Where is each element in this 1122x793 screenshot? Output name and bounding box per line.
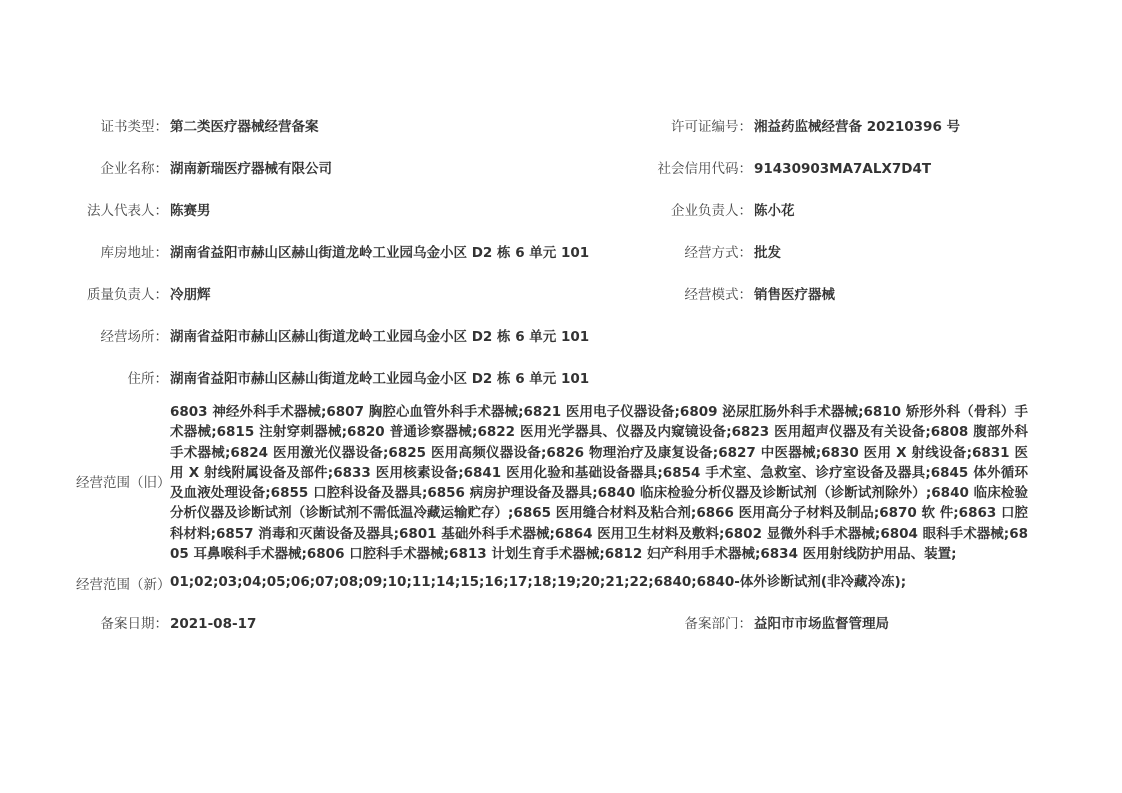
field-label: 许可证编号： [671,119,752,135]
field-value: 湘益药监械经营备 20210396 号 [754,119,961,135]
field-value: 陈小花 [754,203,795,219]
scope-new-label: 经营范围（新） [76,577,171,593]
field-label: 住所： [127,371,168,387]
scope-old-label: 经营范围（旧） [76,475,171,491]
field-value: 冷朋辉 [170,287,211,303]
field-label: 企业名称： [100,161,168,177]
field-value: 益阳市市场监督管理局 [754,616,889,632]
field-label: 经营方式： [684,245,752,261]
field-label: 企业负责人： [671,203,752,219]
field-value: 销售医疗器械 [754,287,835,303]
field-label: 质量负责人： [87,287,168,303]
field-label: 证书类型： [100,119,168,135]
field-label: 经营模式： [684,287,752,303]
field-label: 备案日期： [100,616,168,632]
field-label: 备案部门： [684,616,752,632]
field-label: 法人代表人： [87,203,168,219]
field-value: 91430903MA7ALX7D4T [754,161,932,177]
scope-old-value: 6803 神经外科手术器械;6807 胸腔心血管外科手术器械;6821 医用电子仪器设备;6809 泌尿肛肠外科手术器械;6810 矫形外科（骨科）手术器械;6815 注射穿刺器械;6820 普通诊察器械;6822 医用光学器具、仪器及内窥镜设备;6823 医用超声仪器及有关设备;6808 腹部外科手术器械;6824 医用激光仪器设备;6825 医用高频仪器设备;6826 物理治疗及康复设备;6827 中医器械;6830 医用 X 射线设备;6831 医用 X 射线附属设备及部件;6833 医用核素设备;6841 医用化验和基础设备器具;6854 手术室、急救室、诊疗室设备及器具;6845 体外循环及血液处理设备;6855 口腔科设备及器具;6856 病房护理设备及器具;6840 临床检验分析仪器及诊断试剂（诊断试剂除外）;6840 临床检验分析仪器及诊断试剂（诊断试剂不需低温冷藏运输贮存）;6865 医用缝合材料及粘合剂;6866 医用高分子材料及制品;6870 软 件;6863 口腔科材料;6857 消毒和灭菌设备及器具;6801 基础外科手术器械;6864 医用卫生材料及敷料;6802 显微外科手术器械;6804 眼科手术器械;6805 耳鼻喉科手术器械;6806 口腔科手术器械;6813 计划生育手术器械;6812 妇产科用手术器械;6834 医用射线防护用品、装置; [170,404,1028,563]
field-label: 社会信用代码： [657,161,752,177]
field-value: 2021-08-17 [170,616,257,632]
field-value: 陈赛男 [170,203,211,219]
scope-new-value: 01;02;03;04;05;06;07;08;09;10;11;14;15;16;17;18;19;20;21;22;6840;6840-体外诊断试剂(非冷藏冷冻); [170,574,907,590]
field-label: 经营场所： [100,329,168,345]
field-value: 第二类医疗器械经营备案 [170,119,319,135]
field-label: 库房地址： [100,245,168,261]
field-value: 批发 [754,245,781,261]
field-value: 湖南省益阳市赫山区赫山街道龙岭工业园乌金小区 D2 栋 6 单元 101 [170,329,590,345]
field-value: 湖南新瑞医疗器械有限公司 [170,161,332,177]
field-value: 湖南省益阳市赫山区赫山街道龙岭工业园乌金小区 D2 栋 6 单元 101 [170,371,590,387]
field-value: 湖南省益阳市赫山区赫山街道龙岭工业园乌金小区 D2 栋 6 单元 101 [170,245,590,261]
